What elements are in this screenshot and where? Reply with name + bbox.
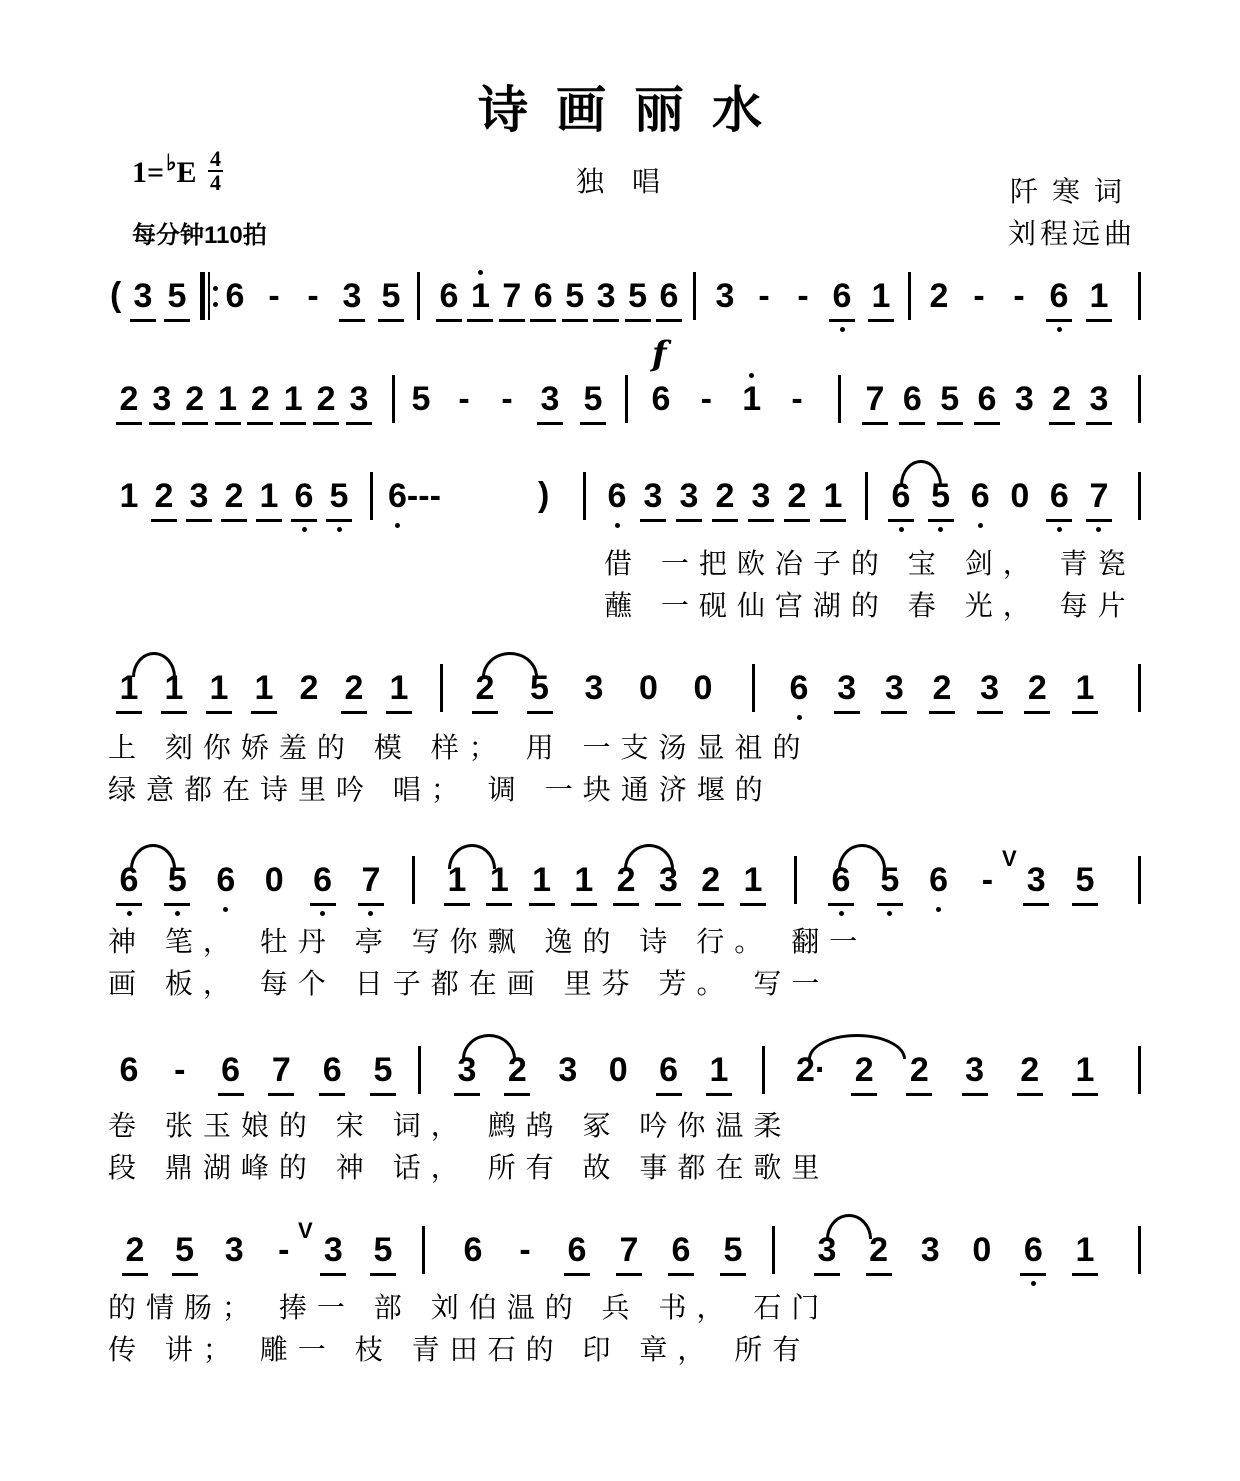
performance-type: 独唱	[576, 165, 689, 198]
slur	[624, 844, 674, 869]
barline	[1138, 1046, 1141, 1094]
note: -	[1013, 277, 1025, 315]
note: -	[519, 1231, 531, 1269]
note: 7	[1086, 476, 1112, 516]
barline	[392, 375, 395, 423]
lyric-text: 神 笔， 牡丹 亭 写你飘 逸的 诗 行。 翻一	[108, 925, 868, 958]
note: 5	[937, 379, 963, 419]
breath-mark: V	[1002, 846, 1017, 871]
note: 3	[881, 668, 907, 708]
note: -	[501, 380, 513, 418]
note: 3	[1023, 860, 1049, 900]
note: 2	[712, 476, 738, 516]
note: 5	[928, 476, 954, 516]
note: 1	[1072, 668, 1098, 708]
note: 1	[256, 476, 282, 516]
note: 5	[326, 476, 352, 516]
lyric-text: 卷 张玉娘的 宋 词， 鹧鸪 冢 吟你温柔	[108, 1109, 792, 1142]
barline	[1138, 856, 1141, 904]
barline	[1138, 664, 1141, 712]
note: 2	[472, 668, 498, 708]
note: 2	[182, 379, 208, 419]
score-system-7	[0, 1226, 1240, 1274]
note: 2	[1049, 379, 1075, 419]
note: 5	[172, 1230, 198, 1270]
repeat-thick-line	[200, 272, 205, 320]
note: 5	[625, 276, 651, 316]
note: -	[458, 380, 470, 418]
note: -	[418, 477, 430, 515]
barline	[418, 1046, 421, 1094]
note: 1	[280, 379, 306, 419]
repeat-thin-line	[208, 272, 210, 320]
note: 3	[454, 1050, 480, 1090]
lyric-line-2	[0, 1146, 1240, 1182]
barline	[838, 375, 841, 423]
dynamic-forte: f	[652, 334, 667, 374]
slur	[130, 844, 176, 869]
score-system-4	[0, 664, 1240, 712]
lyric-text: 蘸 一砚仙宫湖的 春 光， 每片	[604, 589, 1136, 622]
note: 6	[1020, 1230, 1046, 1270]
score-system-1	[0, 272, 1240, 320]
measure	[116, 375, 372, 423]
note: 1	[161, 668, 187, 708]
slur	[462, 1034, 516, 1059]
note: 3	[715, 277, 735, 315]
repeat-dot	[213, 286, 218, 291]
note: 6	[974, 379, 1000, 419]
slur	[482, 652, 538, 677]
note: 6	[926, 860, 952, 900]
note: 0	[639, 669, 658, 707]
lyric-text: 上 刻你娇羞的 模 样； 用 一支汤显祖的	[108, 731, 811, 764]
note: 3	[814, 1230, 840, 1270]
barline	[440, 664, 443, 712]
note: 3	[640, 476, 666, 516]
slur	[826, 1214, 872, 1239]
barline	[762, 1046, 765, 1094]
note: 6	[116, 860, 142, 900]
measure	[712, 272, 894, 320]
lyric-line-1	[0, 1104, 1240, 1140]
note: 3	[1014, 380, 1034, 418]
barline	[693, 272, 696, 320]
slur	[448, 844, 496, 869]
measure	[116, 1046, 396, 1094]
note: 2	[341, 668, 367, 708]
lyric-line-2	[0, 1328, 1240, 1364]
note: 6	[967, 476, 993, 516]
note: 6	[656, 276, 682, 316]
note: 6	[291, 476, 317, 516]
note: 6	[651, 380, 671, 418]
note: 2	[151, 476, 177, 516]
note: 6	[604, 476, 630, 516]
note: 1	[206, 668, 232, 708]
repeat-dot	[213, 302, 218, 307]
time-top: 4	[210, 146, 222, 172]
note: -	[758, 277, 770, 315]
note: 1	[1072, 1050, 1098, 1090]
note: 5	[1072, 860, 1098, 900]
slur	[132, 652, 176, 677]
note: 1	[820, 476, 846, 516]
note: 2	[1024, 668, 1050, 708]
score-system-3	[0, 472, 1240, 520]
measure	[408, 375, 606, 423]
note: 6	[530, 276, 556, 316]
key-note: E	[176, 156, 197, 189]
note: 3	[962, 1050, 988, 1090]
note: 1	[740, 860, 766, 900]
note: 3	[676, 476, 702, 516]
note: 2	[866, 1230, 892, 1270]
note: 2	[906, 1050, 932, 1090]
measure	[388, 472, 441, 520]
note: -	[268, 277, 280, 315]
breath-mark: V	[298, 1218, 313, 1243]
note: 6	[899, 379, 925, 419]
intro-open-paren: (	[110, 276, 122, 314]
note: 6	[436, 276, 462, 316]
lyric-line-2	[0, 584, 1240, 620]
note: 6	[319, 1050, 345, 1090]
note: 2	[504, 1050, 530, 1090]
note: 0	[972, 1231, 992, 1269]
note: 3	[977, 668, 1003, 708]
note: -	[429, 477, 441, 515]
note: 5	[580, 379, 606, 419]
note: -	[791, 380, 803, 418]
lyric-text: 绿意都在诗里吟 唱； 调 一块通济堰的	[108, 773, 773, 806]
score-system-5	[0, 856, 1240, 904]
note: -	[700, 380, 712, 418]
note: 3	[593, 276, 619, 316]
note: 5	[164, 860, 190, 900]
note: 3	[130, 276, 156, 316]
note: 2	[613, 860, 639, 900]
note: 1	[251, 668, 277, 708]
note: 1	[119, 477, 139, 515]
note: 2	[851, 1050, 877, 1090]
barline	[908, 272, 911, 320]
note: 6	[828, 860, 854, 900]
note: 5	[720, 1230, 746, 1270]
measure	[122, 1226, 396, 1274]
note: 5	[370, 1050, 396, 1090]
barline	[794, 856, 797, 904]
note: 1	[868, 276, 894, 316]
key-prefix: 1=	[132, 156, 165, 189]
lyric-text: 传 讲； 雕一 枝 青田石的 印 章， 所有	[108, 1333, 811, 1366]
note: 3	[149, 379, 175, 419]
note: 5	[411, 380, 431, 418]
measure	[604, 472, 846, 520]
lyric-text: 画 板， 每个 日子都在画 里芬 芳。 写一	[108, 967, 830, 1000]
barline	[417, 272, 420, 320]
barline	[1138, 1226, 1141, 1274]
lyric-line-1	[0, 542, 1240, 578]
barline	[1138, 472, 1141, 520]
note: 1	[1072, 1230, 1098, 1270]
note: 1	[116, 668, 142, 708]
note: 2	[247, 379, 273, 419]
note: 1	[215, 379, 241, 419]
note: -	[406, 477, 419, 515]
note: 6	[225, 277, 245, 315]
note: 1	[467, 276, 493, 316]
barline	[865, 472, 868, 520]
note: 6	[310, 860, 336, 900]
note: 7	[862, 379, 888, 419]
note: 2	[1017, 1050, 1043, 1090]
slur	[900, 460, 942, 485]
note: 6	[1046, 476, 1072, 516]
note: 3	[1086, 379, 1112, 419]
note: 0	[264, 861, 284, 899]
note: 2	[929, 277, 949, 315]
note: 1	[1086, 276, 1112, 316]
note: 1	[739, 379, 765, 419]
note: 3	[537, 379, 563, 419]
note: 2	[299, 669, 319, 707]
measure	[222, 272, 404, 320]
note: 3	[346, 379, 372, 419]
barline	[370, 472, 373, 520]
measure	[130, 272, 190, 320]
tempo-marking: 每分钟110拍	[132, 222, 267, 249]
note: 6	[829, 276, 855, 316]
note: 5	[378, 276, 404, 316]
note: 5	[527, 668, 553, 708]
barline	[1138, 272, 1141, 320]
note: 6	[463, 1231, 483, 1269]
note: 1	[444, 860, 470, 900]
note: 7	[499, 276, 525, 316]
note: 1	[529, 860, 555, 900]
song-title: 诗画丽水	[478, 80, 790, 139]
note: -	[307, 277, 319, 315]
measure	[926, 272, 1112, 320]
note: 6	[564, 1230, 590, 1270]
note: 3	[584, 669, 604, 707]
note: 2	[698, 860, 724, 900]
score-system-6	[0, 1046, 1240, 1094]
slur	[838, 844, 886, 869]
note: 6	[668, 1230, 694, 1270]
note: 6	[119, 1051, 139, 1089]
measure	[862, 375, 1112, 423]
barline	[625, 375, 628, 423]
measure	[116, 472, 352, 520]
repeat-start-barline	[200, 272, 216, 320]
note: 7	[358, 860, 384, 900]
note: 2	[122, 1230, 148, 1270]
note: -	[174, 1051, 186, 1089]
note: -	[278, 1231, 290, 1269]
note: 7	[616, 1230, 642, 1270]
note: 2	[221, 476, 247, 516]
measure	[648, 375, 810, 423]
note: 3	[339, 276, 365, 316]
note: 5	[164, 276, 190, 316]
note: 1	[571, 860, 597, 900]
lyric-line-1	[0, 726, 1240, 762]
note: 1	[706, 1050, 732, 1090]
note: 3	[558, 1051, 578, 1089]
note: 3	[186, 476, 212, 516]
note: 6	[213, 860, 239, 900]
note: -	[981, 861, 994, 899]
time-signature	[208, 148, 223, 194]
note: 5	[370, 1230, 396, 1270]
note: 7	[268, 1050, 294, 1090]
score-system-2	[0, 375, 1240, 423]
composer-credit: 刘程远曲	[1007, 217, 1136, 250]
note: 0	[1010, 477, 1030, 515]
note: 6	[218, 1050, 244, 1090]
note: 3	[320, 1230, 346, 1270]
note: 2·	[796, 1051, 827, 1089]
note: 5	[562, 276, 588, 316]
note: 6	[388, 477, 407, 515]
note: 5	[877, 860, 903, 900]
note: -	[797, 277, 809, 315]
lyric-text: 借 一把欧冶子的 宝 剑， 青瓷	[604, 547, 1136, 580]
lyric-line-2	[0, 768, 1240, 804]
barline	[752, 664, 755, 712]
lyric-line-1	[0, 920, 1240, 956]
lyric-line-1	[0, 1286, 1240, 1322]
note: 3	[920, 1231, 940, 1269]
key-signature	[132, 146, 223, 198]
barline	[583, 472, 586, 520]
barline	[412, 856, 415, 904]
note: 0	[693, 669, 713, 707]
measure	[786, 664, 1098, 712]
barline	[1138, 375, 1141, 423]
note: 6	[656, 1050, 682, 1090]
note: 6	[786, 668, 812, 708]
measure	[460, 1226, 746, 1274]
time-bottom: 4	[210, 170, 222, 196]
note: 2	[116, 379, 142, 419]
note: 1	[486, 860, 512, 900]
note: 3	[655, 860, 681, 900]
slur	[808, 1034, 906, 1059]
note: 2	[929, 668, 955, 708]
intro-close-paren: )	[538, 476, 550, 514]
barline	[772, 1226, 775, 1274]
lyric-text: 段 鼎湖峰的 神 话， 所有 故 事都在歌里	[108, 1151, 830, 1184]
note: 6	[1046, 276, 1072, 316]
note: 3	[224, 1231, 244, 1269]
note: 6	[888, 476, 914, 516]
note: 1	[386, 668, 412, 708]
note: 2	[784, 476, 810, 516]
lyric-line-2	[0, 962, 1240, 998]
lyricist-credit: 阡寒词	[1009, 175, 1136, 208]
note: 2	[313, 379, 339, 419]
flat-sign: ♭	[166, 150, 177, 175]
note: 3	[834, 668, 860, 708]
note: 3	[748, 476, 774, 516]
lyric-text: 的情肠； 捧一 部 刘伯温的 兵 书， 石门	[108, 1291, 830, 1324]
note: -	[973, 277, 985, 315]
barline	[422, 1226, 425, 1274]
measure	[436, 272, 682, 320]
note: 0	[608, 1051, 628, 1089]
